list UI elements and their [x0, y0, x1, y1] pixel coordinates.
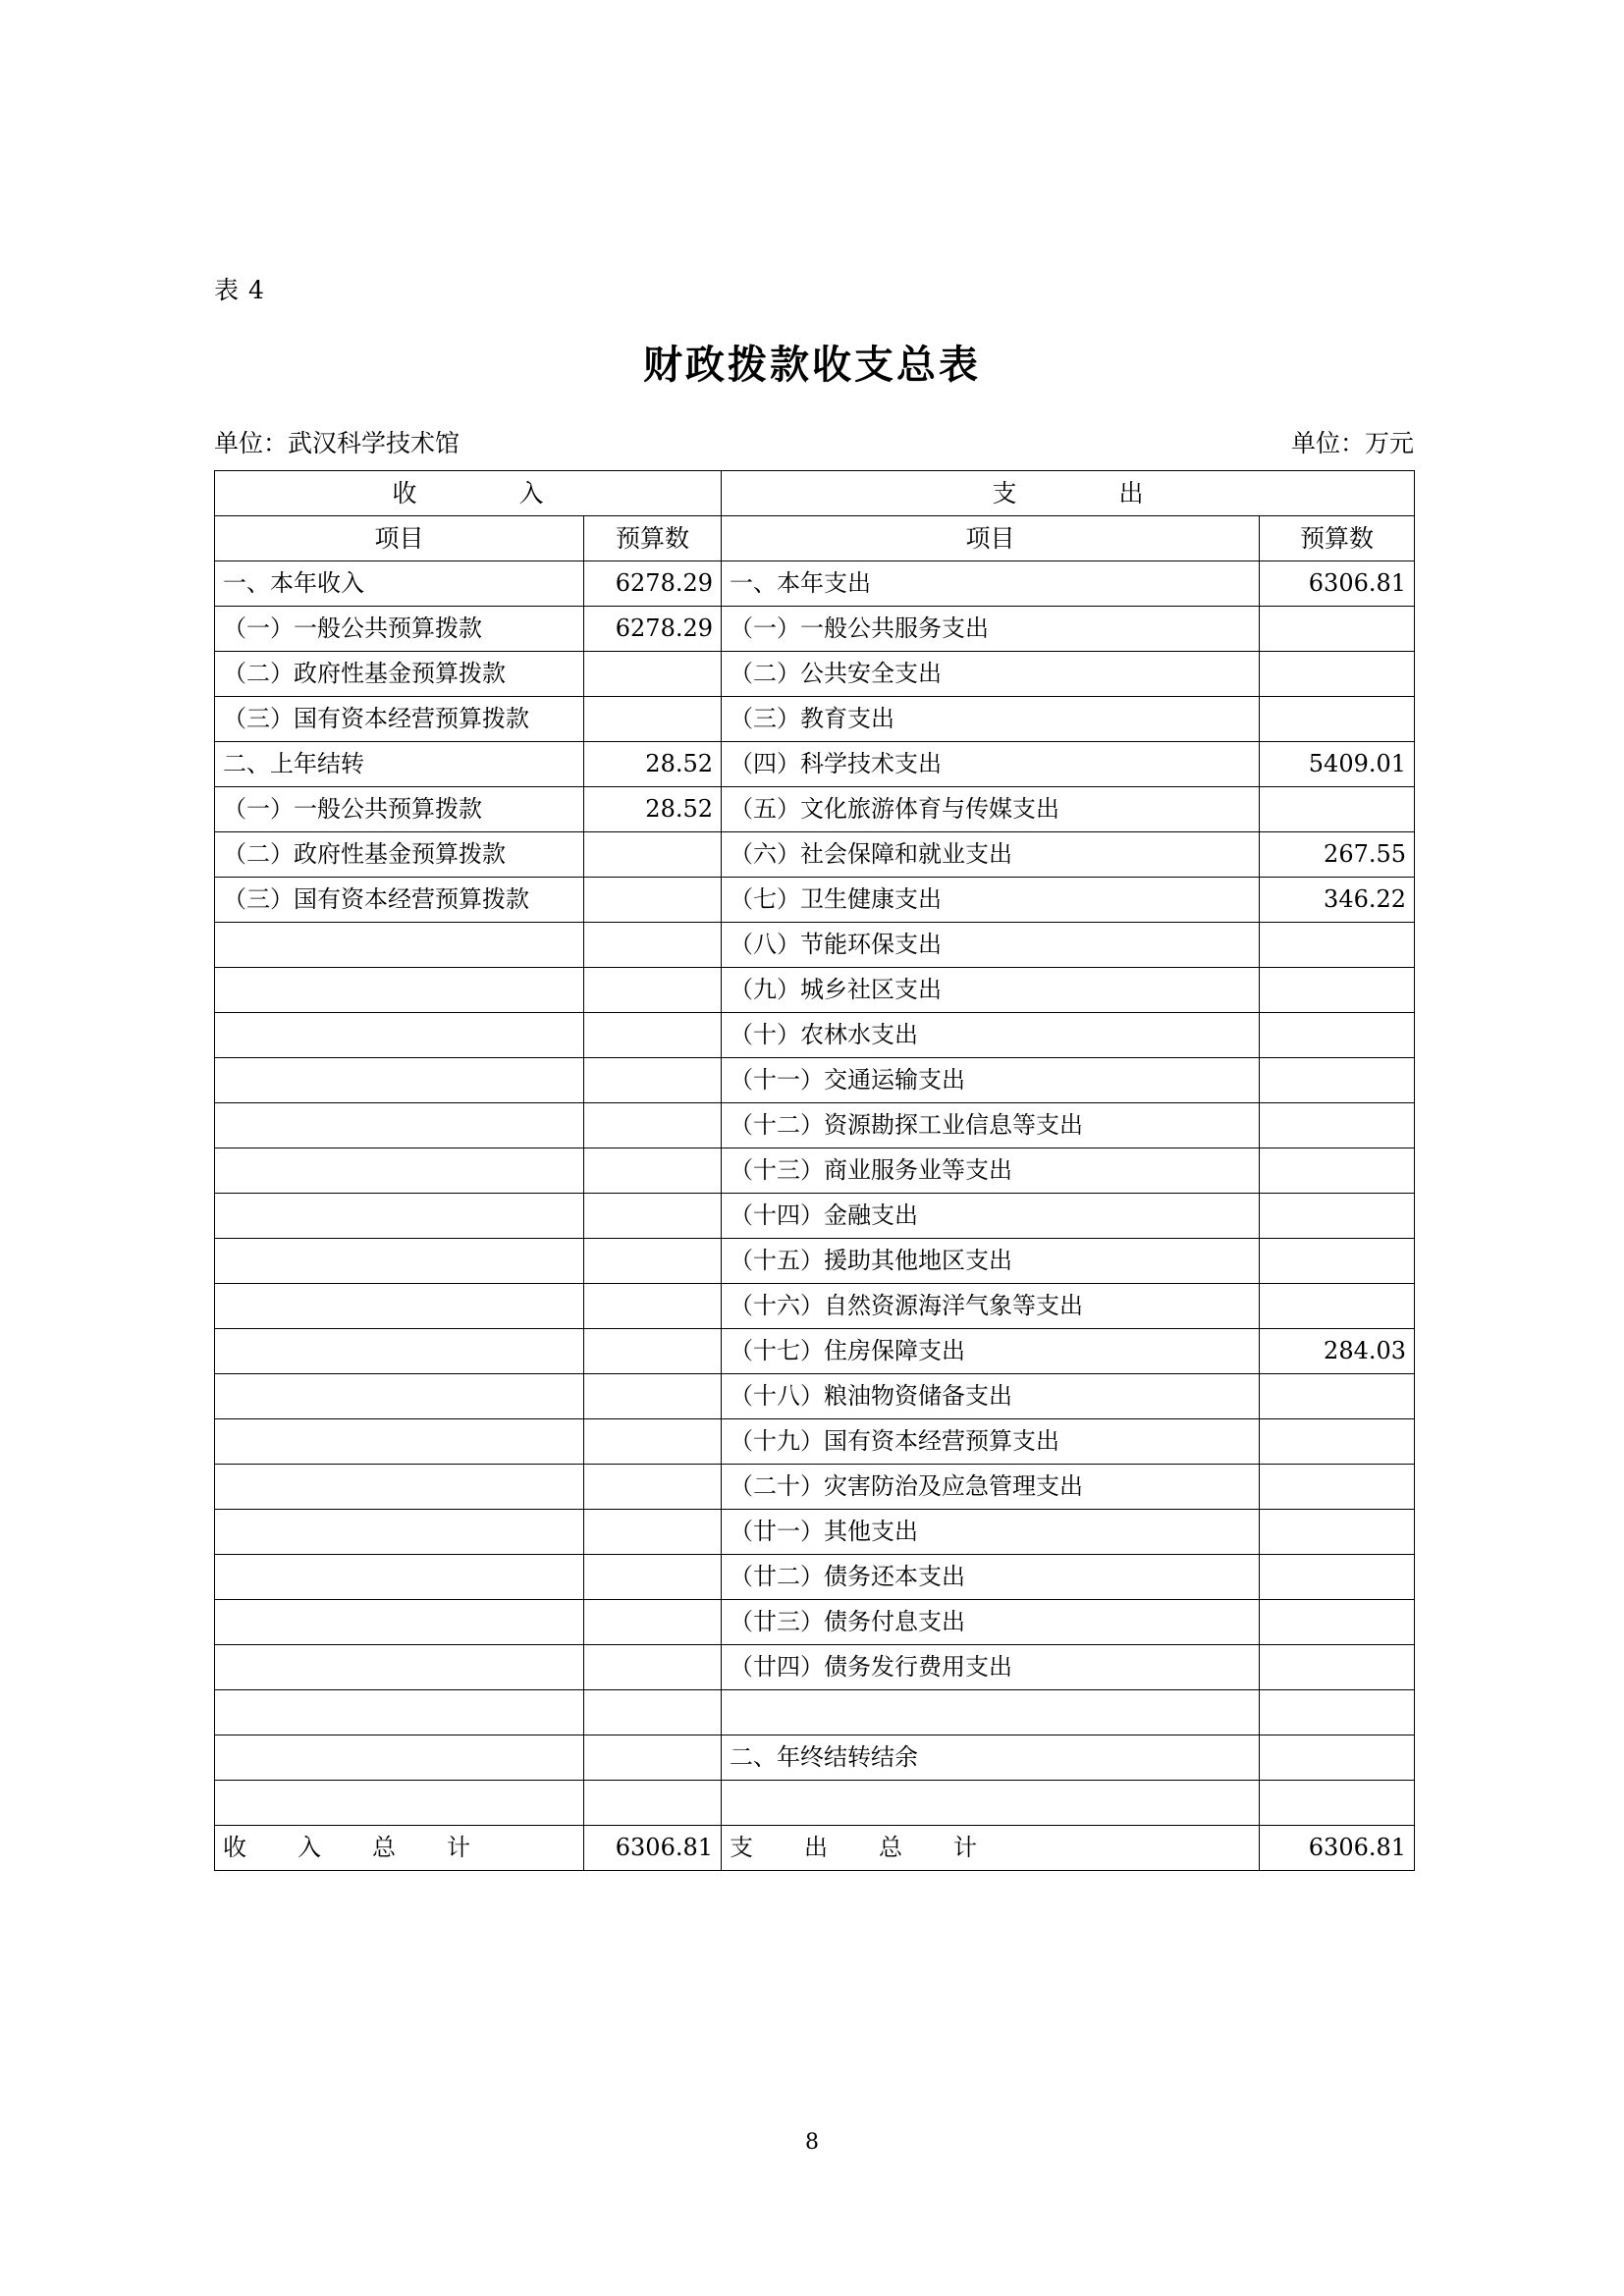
income-amount-cell — [584, 1735, 722, 1781]
expense-amount-cell — [1260, 1103, 1415, 1148]
table-row — [215, 1239, 1415, 1284]
budget-table — [214, 470, 1415, 1871]
table-row — [215, 923, 1415, 968]
table-row — [215, 607, 1415, 652]
header-income-section: 收 入 — [215, 471, 722, 516]
income-amount-cell — [584, 968, 722, 1013]
table-row — [215, 968, 1415, 1013]
expense-amount-cell — [1260, 1600, 1415, 1645]
income-item-cell — [215, 1600, 584, 1645]
expense-amount-cell — [1260, 652, 1415, 697]
expense-amount-cell: 6306.81 — [1260, 561, 1415, 607]
table-header-columns — [215, 516, 1415, 561]
income-item-cell — [215, 1690, 584, 1735]
table-row — [215, 1465, 1415, 1510]
total-income-amount: 6306.81 — [584, 1826, 722, 1871]
table-row — [215, 878, 1415, 923]
expense-item-cell — [722, 1781, 1260, 1826]
unit-measure: 单位：万元 — [1290, 429, 1414, 457]
expense-amount-cell — [1260, 1148, 1415, 1194]
expense-amount-cell — [1260, 1781, 1415, 1826]
income-item-cell: （三）国有资本经营预算拨款 — [215, 878, 584, 923]
expense-item-cell: （十五）援助其他地区支出 — [722, 1239, 1260, 1284]
table-row — [215, 1781, 1415, 1826]
table-row — [215, 561, 1415, 607]
expense-amount-cell — [1260, 968, 1415, 1013]
expense-amount-cell — [1260, 787, 1415, 832]
income-amount-cell: 28.52 — [584, 787, 722, 832]
page-title: 财政拨款收支总表 — [643, 342, 981, 388]
expense-amount-cell: 267.55 — [1260, 832, 1415, 878]
table-row — [215, 787, 1415, 832]
expense-item-cell: （十）农林水支出 — [722, 1013, 1260, 1058]
expense-amount-cell — [1260, 1058, 1415, 1103]
income-amount-cell — [584, 1329, 722, 1374]
income-amount-cell — [584, 1103, 722, 1148]
table-row — [215, 1329, 1415, 1374]
expense-item-cell: （十二）资源勘探工业信息等支出 — [722, 1103, 1260, 1148]
income-amount-cell — [584, 1148, 722, 1194]
expense-item-cell: （八）节能环保支出 — [722, 923, 1260, 968]
expense-amount-cell — [1260, 1690, 1415, 1735]
table-row — [215, 1284, 1415, 1329]
income-amount-cell — [584, 878, 722, 923]
income-item-cell: （一）一般公共预算拨款 — [215, 607, 584, 652]
income-item-cell — [215, 968, 584, 1013]
income-item-cell — [215, 923, 584, 968]
income-item-cell — [215, 1239, 584, 1284]
header-amount-income: 预算数 — [584, 516, 722, 561]
expense-amount-cell: 5409.01 — [1260, 742, 1415, 787]
table-label: 表 4 — [214, 276, 265, 304]
income-amount-cell — [584, 1645, 722, 1690]
income-amount-cell — [584, 1510, 722, 1555]
total-expense-amount: 6306.81 — [1260, 1826, 1415, 1871]
expense-item-cell: （廿一）其他支出 — [722, 1510, 1260, 1555]
table-row — [215, 652, 1415, 697]
income-amount-cell — [584, 1194, 722, 1239]
income-amount-cell — [584, 1239, 722, 1284]
expense-item-cell: （十一）交通运输支出 — [722, 1058, 1260, 1103]
income-amount-cell — [584, 1419, 722, 1465]
table-row — [215, 1735, 1415, 1781]
income-item-cell — [215, 1148, 584, 1194]
income-amount-cell — [584, 697, 722, 742]
header-expense-section: 支 出 — [722, 471, 1415, 516]
table-row — [215, 1555, 1415, 1600]
table-row — [215, 1013, 1415, 1058]
expense-amount-cell: 346.22 — [1260, 878, 1415, 923]
header-amount-expense: 预算数 — [1260, 516, 1415, 561]
total-expense-label: 支 出 总 计 — [722, 1826, 1260, 1871]
table-row — [215, 1600, 1415, 1645]
income-amount-cell — [584, 1555, 722, 1600]
expense-item-cell: （五）文化旅游体育与传媒支出 — [722, 787, 1260, 832]
table-row — [215, 1148, 1415, 1194]
income-amount-cell — [584, 652, 722, 697]
table-total-row — [215, 1826, 1415, 1871]
expense-item-cell: 一、本年支出 — [722, 561, 1260, 607]
table-row — [215, 697, 1415, 742]
income-amount-cell: 6278.29 — [584, 607, 722, 652]
expense-item-cell: （六）社会保障和就业支出 — [722, 832, 1260, 878]
table-row — [215, 1194, 1415, 1239]
income-amount-cell — [584, 1781, 722, 1826]
income-amount-cell — [584, 1690, 722, 1735]
total-income-label: 收 入 总 计 — [215, 1826, 584, 1871]
expense-amount-cell — [1260, 1374, 1415, 1419]
income-item-cell — [215, 1058, 584, 1103]
expense-amount-cell — [1260, 607, 1415, 652]
income-item-cell — [215, 1735, 584, 1781]
header-item-expense: 项目 — [722, 516, 1260, 561]
income-item-cell: 一、本年收入 — [215, 561, 584, 607]
expense-amount-cell — [1260, 1510, 1415, 1555]
income-amount-cell — [584, 1058, 722, 1103]
income-amount-cell — [584, 1465, 722, 1510]
income-amount-cell — [584, 1013, 722, 1058]
income-item-cell — [215, 1284, 584, 1329]
income-item-cell: （二）政府性基金预算拨款 — [215, 832, 584, 878]
income-item-cell — [215, 1374, 584, 1419]
expense-item-cell: （十四）金融支出 — [722, 1194, 1260, 1239]
expense-amount-cell — [1260, 1735, 1415, 1781]
expense-item-cell: （廿二）债务还本支出 — [722, 1555, 1260, 1600]
income-item-cell: （三）国有资本经营预算拨款 — [215, 697, 584, 742]
income-item-cell — [215, 1329, 584, 1374]
page-number: 8 — [805, 2130, 819, 2155]
expense-item-cell: （二）公共安全支出 — [722, 652, 1260, 697]
expense-item-cell: 二、年终结转结余 — [722, 1735, 1260, 1781]
table-row — [215, 1374, 1415, 1419]
table-row — [215, 1103, 1415, 1148]
expense-item-cell: （十六）自然资源海洋气象等支出 — [722, 1284, 1260, 1329]
income-amount-cell — [584, 1600, 722, 1645]
income-item-cell — [215, 1781, 584, 1826]
income-item-cell — [215, 1194, 584, 1239]
income-item-cell — [215, 1645, 584, 1690]
expense-item-cell: （九）城乡社区支出 — [722, 968, 1260, 1013]
income-item-cell: （一）一般公共预算拨款 — [215, 787, 584, 832]
table-row — [215, 1058, 1415, 1103]
table-row — [215, 1690, 1415, 1735]
income-amount-cell — [584, 1374, 722, 1419]
expense-item-cell: （三）教育支出 — [722, 697, 1260, 742]
table-row — [215, 742, 1415, 787]
header-item-income: 项目 — [215, 516, 584, 561]
expense-amount-cell — [1260, 923, 1415, 968]
expense-item-cell: （十七）住房保障支出 — [722, 1329, 1260, 1374]
income-amount-cell: 6278.29 — [584, 561, 722, 607]
expense-amount-cell — [1260, 1555, 1415, 1600]
expense-amount-cell — [1260, 1284, 1415, 1329]
income-item-cell — [215, 1555, 584, 1600]
income-amount-cell — [584, 923, 722, 968]
expense-item-cell: （十八）粮油物资储备支出 — [722, 1374, 1260, 1419]
expense-amount-cell: 284.03 — [1260, 1329, 1415, 1374]
unit-name: 单位：武汉科学技术馆 — [214, 429, 460, 457]
expense-item-cell: （一）一般公共服务支出 — [722, 607, 1260, 652]
table-header-sections — [215, 471, 1415, 516]
table-row — [215, 1645, 1415, 1690]
expense-amount-cell — [1260, 1419, 1415, 1465]
expense-amount-cell — [1260, 1194, 1415, 1239]
expense-amount-cell — [1260, 1239, 1415, 1284]
income-item-cell: 二、上年结转 — [215, 742, 584, 787]
table-row — [215, 1510, 1415, 1555]
income-item-cell — [215, 1103, 584, 1148]
expense-amount-cell — [1260, 1465, 1415, 1510]
income-item-cell — [215, 1510, 584, 1555]
expense-amount-cell — [1260, 1645, 1415, 1690]
expense-item-cell: （十三）商业服务业等支出 — [722, 1148, 1260, 1194]
table-row — [215, 832, 1415, 878]
expense-item-cell: （七）卫生健康支出 — [722, 878, 1260, 923]
income-amount-cell: 28.52 — [584, 742, 722, 787]
expense-item-cell: （十九）国有资本经营预算支出 — [722, 1419, 1260, 1465]
income-amount-cell — [584, 832, 722, 878]
income-item-cell — [215, 1465, 584, 1510]
expense-item-cell: （二十）灾害防治及应急管理支出 — [722, 1465, 1260, 1510]
income-item-cell — [215, 1013, 584, 1058]
expense-amount-cell — [1260, 1013, 1415, 1058]
income-item-cell — [215, 1419, 584, 1465]
income-item-cell: （二）政府性基金预算拨款 — [215, 652, 584, 697]
expense-amount-cell — [1260, 697, 1415, 742]
expense-item-cell: （廿三）债务付息支出 — [722, 1600, 1260, 1645]
expense-item-cell: （四）科学技术支出 — [722, 742, 1260, 787]
expense-item-cell: （廿四）债务发行费用支出 — [722, 1645, 1260, 1690]
table-row — [215, 1419, 1415, 1465]
expense-item-cell — [722, 1690, 1260, 1735]
income-amount-cell — [584, 1284, 722, 1329]
